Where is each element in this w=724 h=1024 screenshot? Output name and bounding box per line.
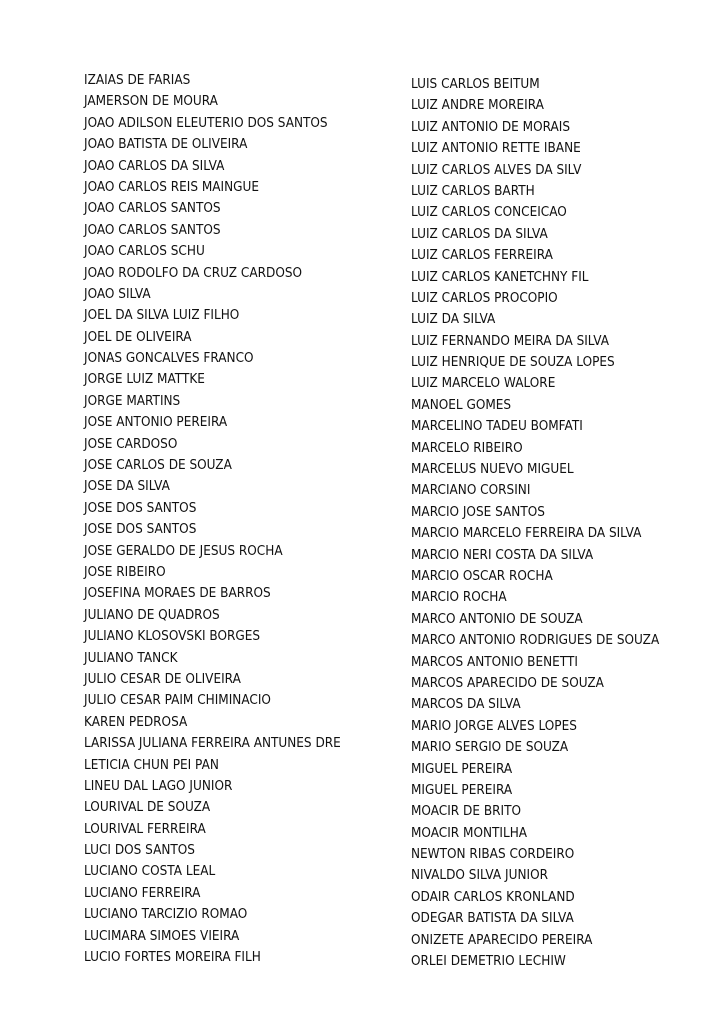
name-entry: MARCIO ROCHA (411, 590, 507, 606)
name-entry: JOAO ADILSON ELEUTERIO DOS SANTOS (84, 115, 328, 131)
name-entry: LUIZ MARCELO WALORE (411, 376, 556, 392)
name-entry: JOSE ANTONIO PEREIRA (84, 415, 228, 431)
name-entry: LUIZ HENRIQUE DE SOUZA LOPES (411, 355, 615, 371)
name-entry: MARIO JORGE ALVES LOPES (411, 718, 577, 734)
name-entry: LUCI DOS SANTOS (84, 843, 195, 859)
name-entry: JULIO CESAR PAIM CHIMINACIO (84, 693, 271, 709)
name-entry: JOSE DOS SANTOS (84, 500, 197, 516)
name-entry: JOSEFINA MORAES DE BARROS (84, 586, 271, 602)
name-entry: LUIS CARLOS BEITUM (411, 77, 540, 92)
name-entry: JOSE DOS SANTOS (84, 522, 197, 538)
name-entry: JOAO CARLOS REIS MAINGUE (84, 179, 260, 195)
name-entry: JOEL DE OLIVEIRA (84, 329, 192, 345)
name-entry: JULIANO TANCK (84, 650, 178, 666)
name-entry: LETICIA CHUN PEI PAN (84, 757, 219, 773)
name-entry: LUIZ CARLOS BARTH (411, 183, 535, 199)
name-entry: MARCOS ANTONIO BENETTI (411, 654, 578, 670)
name-entry: MARCELUS NUEVO MIGUEL (411, 462, 574, 478)
name-entry: JOSE DA SILVA (84, 479, 170, 495)
name-entry: JOAO CARLOS SANTOS (84, 222, 221, 238)
name-entry: LOURIVAL FERREIRA (84, 821, 206, 837)
name-entry: ORLEI DEMETRIO LECHIW (411, 954, 566, 970)
name-entry: LUCIO FORTES MOREIRA FILH (84, 950, 261, 966)
name-entry: MARCOS APARECIDO DE SOUZA (411, 675, 604, 691)
name-entry: NIVALDO SILVA JUNIOR (411, 868, 548, 884)
name-entry: MANOEL GOMES (411, 397, 512, 413)
name-entry: NEWTON RIBAS CORDEIRO (411, 847, 575, 863)
name-entry: MARCIO JOSE SANTOS (411, 504, 545, 520)
name-entry: MOACIR MONTILHA (411, 825, 528, 841)
name-entry: IZAIAS DE FARIAS (84, 73, 191, 88)
name-entry: JOAO CARLOS DA SILVA (84, 158, 225, 174)
name-entry: JONAS GONCALVES FRANCO (84, 351, 254, 367)
name-entry: JOSE CARDOSO (84, 436, 178, 452)
name-entry: JOSE GERALDO DE JESUS ROCHA (84, 543, 283, 559)
name-entry: MARCIO NERI COSTA DA SILVA (411, 547, 594, 563)
name-entry: LUIZ ANTONIO DE MORAIS (411, 119, 571, 135)
name-entry: MIGUEL PEREIRA (411, 782, 513, 798)
name-entry: LUIZ FERNANDO MEIRA DA SILVA (411, 333, 609, 349)
name-entry: LUCIANO COSTA LEAL (84, 864, 216, 880)
name-entry: MARIO SERGIO DE SOUZA (411, 740, 569, 756)
name-entry: LUIZ CARLOS PROCOPIO (411, 290, 558, 306)
name-entry: JORGE LUIZ MATTKE (84, 372, 205, 388)
name-list-left-column (84, 70, 360, 968)
name-entry: MARCO ANTONIO RODRIGUES DE SOUZA (411, 633, 660, 649)
name-entry: JOAO SILVA (84, 286, 151, 302)
name-entry: JAMERSON DE MOURA (84, 94, 218, 110)
name-entry: MIGUEL PEREIRA (411, 761, 513, 777)
name-entry: MOACIR DE BRITO (411, 804, 522, 820)
name-entry: LUIZ CARLOS DA SILVA (411, 226, 548, 242)
name-entry: MARCO ANTONIO DE SOUZA (411, 611, 583, 627)
name-entry: LUCIANO TARCIZIO ROMAO (84, 907, 248, 923)
name-entry: JULIANO KLOSOVSKI BORGES (84, 629, 261, 645)
name-entry: LINEU DAL LAGO JUNIOR (84, 778, 233, 794)
name-entry: JOAO CARLOS SANTOS (84, 201, 221, 217)
name-entry: JULIO CESAR DE OLIVEIRA (84, 671, 241, 687)
name-entry: LARISSA JULIANA FERREIRA ANTUNES DRE (84, 736, 341, 752)
name-entry: JOSE RIBEIRO (84, 564, 166, 580)
name-entry: JOAO CARLOS SCHU (84, 244, 205, 260)
name-entry: MARCIANO CORSINI (411, 483, 531, 499)
name-entry: JULIANO DE QUADROS (84, 607, 220, 623)
name-entry: JOSE CARLOS DE SOUZA (84, 458, 232, 474)
name-entry: LUIZ ANTONIO RETTE IBANE (411, 141, 581, 157)
name-entry: ODAIR CARLOS KRONLAND (411, 889, 575, 905)
name-entry: KAREN PEDROSA (84, 714, 188, 730)
name-entry: JOAO RODOLFO DA CRUZ CARDOSO (84, 265, 303, 281)
name-entry: ONIZETE APARECIDO PEREIRA (411, 932, 593, 948)
name-entry: LOURIVAL DE SOUZA (84, 800, 211, 816)
name-entry: JOEL DA SILVA LUIZ FILHO (84, 308, 240, 324)
name-entry: MARCELINO TADEU BOMFATI (411, 419, 583, 435)
name-entry: LUIZ CARLOS KANETCHNY FIL (411, 269, 589, 285)
name-entry: MARCIO MARCELO FERREIRA DA SILVA (411, 526, 642, 542)
name-entry: LUIZ DA SILVA (411, 312, 496, 328)
name-entry: ODEGAR BATISTA DA SILVA (411, 911, 574, 927)
name-entry: LUIZ CARLOS ALVES DA SILV (411, 162, 582, 178)
name-entry: JORGE MARTINS (84, 393, 181, 409)
name-entry: MARCOS DA SILVA (411, 697, 521, 713)
name-entry: MARCELO RIBEIRO (411, 440, 523, 456)
name-list-right-column (411, 74, 678, 972)
name-entry: JOAO BATISTA DE OLIVEIRA (84, 137, 248, 153)
name-entry: LUIZ CARLOS CONCEICAO (411, 205, 567, 221)
name-entry: LUCIANO FERREIRA (84, 885, 201, 901)
name-entry: LUCIMARA SIMOES VIEIRA (84, 928, 240, 944)
name-entry: LUIZ CARLOS FERREIRA (411, 248, 553, 264)
name-entry: LUIZ ANDRE MOREIRA (411, 98, 544, 114)
name-entry: MARCIO OSCAR ROCHA (411, 568, 553, 584)
